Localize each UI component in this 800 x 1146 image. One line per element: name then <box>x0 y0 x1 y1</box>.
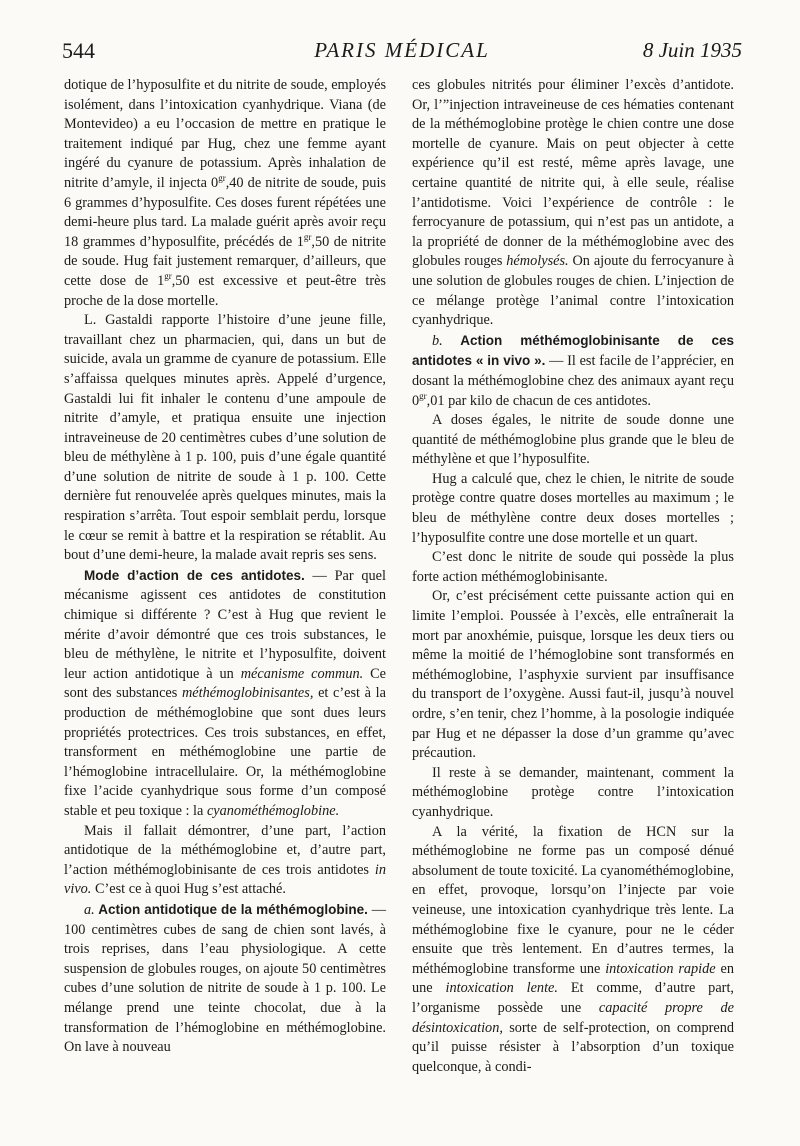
paragraph: Hug a calculé que, chez le chien, le nitrite de soude protège contre quatre doses mortelles au maximum ; le bleu de méthylène contre deux doses mortelles ; l’hyposulfite contre une dose mortelle et un quart. <box>412 470 734 546</box>
paragraph: C’est donc le nitrite de soude qui possède la plus forte action méthémoglobinisante. <box>412 549 734 585</box>
left-column <box>64 76 386 1058</box>
section-heading: Mode d’action de ces antidotes. <box>84 567 305 583</box>
journal-title: PARIS MÉDICAL <box>314 38 490 62</box>
subsection-heading: Action méthémoglobinisante de ces antidotes « in vivo ». <box>412 332 734 369</box>
issue-date: 8 Juin 1935 <box>642 38 742 62</box>
paragraph: A doses égales, le nitrite de soude donne une quantité de méthémoglobine plus grande que le bleu de méthylène et que l’hyposulfite. <box>412 412 734 468</box>
paragraph: b. Action méthémoglobinisante de ces antidotes « in vivo ». — Il est facile de l’apprécier, en dosant la méthémoglobine chez des animaux ayant reçu $0^{gr},01$ par kilo de chacun de ces antidotes. <box>412 332 734 409</box>
paragraph: Il reste à se demander, maintenant, comment la méthémoglobine protège contre l’intoxication cyanhydrique. <box>412 764 734 820</box>
paragraph: Mais il fallait démontrer, d’une part, l’action antidotique de la méthémoglobine et, d’autre part, l’action méthémoglobinisante de ces trois antidotes in vivo. C’est ce à quoi Hug s’est attaché. <box>64 822 386 898</box>
paragraph: ces globules nitrités pour éliminer l’excès d’antidote. Or, l’”injection intraveineuse de ces hématies contenant de la méthémoglobine protège le chien contre une dose mortelle de cyanure. Mais on peut objecter à cette expérience qu’il est resté, même après lavage, une certaine quantité de nitrite qui, à elle seule, réalise l’antidotisme. Voici l’expérience de contrôle : le ferrocyanure de potassium, qui n’est pas un antidote, a la propriété de donner de la méthémoglobine avec des globules rouges hémolysés. On ajoute du ferrocyanure à une solution de globules rouges de chien. L’injection de ce mélange protège l’animal contre l’intoxication cyanhydrique. <box>412 77 734 329</box>
paragraph: L. Gastaldi rapporte l’histoire d’une jeune fille, travaillant chez un pharmacien, qui, dans un but de suicide, avala un gramme de cyanure de potassium. Elle s’affaissa quelques minutes après. Appelé d’urgence, Gastaldi lui fit inhaler le contenu d’une ampoule de nitrite d’amyle, et pratiqua ensuite une injection intraveineuse de 20 centimètres cubes d’une solution de bleu de méthylène à 1 p. 100, puis d’une égale quantité d’une solution de nitrite de soude à 1 p. 100. Cette dernière fut renouvelée après quelques minutes, mais la respiration s’arrêta. Tout espoir semblait perdu, lorsque le cœur se remit à battre et la respiration se rétablit. Au bout d’une demi-heure, la malade avait repris ses sens. <box>64 312 386 564</box>
subsection-heading: Action antidotique de la méthémoglobine. <box>94 901 368 917</box>
paragraph: a. Action antidotique de la méthémoglobine. — 100 centimètres cubes de sang de chien sont lavés, à trois reprises, dans l’eau physiologique. A cette suspension de globules rouges, on ajoute 50 centimètres cubes d’une solution de nitrite de soude à 1 p. 100. Le mélange prend une teinte chocolat, due à la transformation de l’hémoglobine en méthémoglobine. On lave à nouveau <box>64 901 387 1056</box>
right-column <box>412 76 734 1077</box>
page-number: 544 <box>62 38 95 63</box>
page-header <box>62 38 742 70</box>
paragraph: A la vérité, la fixation de HCN sur la méthémoglobine ne forme pas un composé dénué absolument de toute toxicité. La cyanométhémoglobine, en effet, provoque, lorsqu’on l’injecte par voie veineuse, une intoxication cyanhydrique très lente. La méthémoglobine fixe le cyanure, pour ne le céder ensuite que très lentement. En d’autres termes, la méthémoglobine transforme une intoxication rapide en une intoxication lente. Et comme, d’autre part, l’organisme possède une capacité propre de désintoxication, sorte de self-protection, on comprend qu’il puisse résister à l’absorption d’un toxique quelconque, à condi- <box>412 823 734 1075</box>
paragraph: dotique de l’hyposulfite et du nitrite de soude, employés isolément, dans l’intoxication cyanhydrique. Viana (de Montevideo) a eu l’occasion de mettre en pratique le traitement indiqué par Hug, chez une femme ayant ingéré du cyanure de potassium. Après inhalation de nitrite d’amyle, il injecta $0^{gr},40$ de nitrite de soude, puis 6 grammes d’hyposulfite. Ces doses furent répétées une demi-heure plus tard. La malade guérit après avoir reçu 18 grammes d’hyposulfite, précédés de $1^{gr},50$ de nitrite de soude. Hug fait justement remarquer, d’ailleurs, que cette dose de $1^{gr},50$ est excessive et peut-être très proche de la dose mortelle. <box>64 77 387 309</box>
paragraph: Mode d’action de ces antidotes. — Par quel mécanisme agissent ces antidotes de constitution chimique si différente ? C’est à Hug que revient le mérite d’avoir démontré que ces trois substances, le bleu de méthylène, le nitrite et l’hyposulfite, doivent leur action antidotique à un mécanisme commun. Ce sont des substances méthémoglobinisantes, et c’est à la production de méthémoglobine que sont dues leurs propriétés protectrices. Ces trois substances, en effet, transforment en méthémoglobine une partie de l’hémoglobine intracellulaire. Or, la méthémoglobine fixe l’acide cyanhydrique sous forme d’un composé stable et peu toxique : la cyanométhémoglobine. <box>64 567 387 819</box>
paragraph: Or, c’est précisément cette puissante action qui en limite l’emploi. Poussée à l’excès, elle entraînerait la mort par anoxhémie, puisque, lorsque les deux tiers ou même la moitié de l’hémoglobine sont transformés en méthémoglobine, l’asphyxie survient par insuffisance du transport de l’oxygène. Aussi faut-il, jusqu’à nouvel ordre, s’en tenir, chez l’homme, à la posologie indiquée par Hug et ne dépasser la dose d’un gramme qu’avec précaution. <box>412 588 734 762</box>
